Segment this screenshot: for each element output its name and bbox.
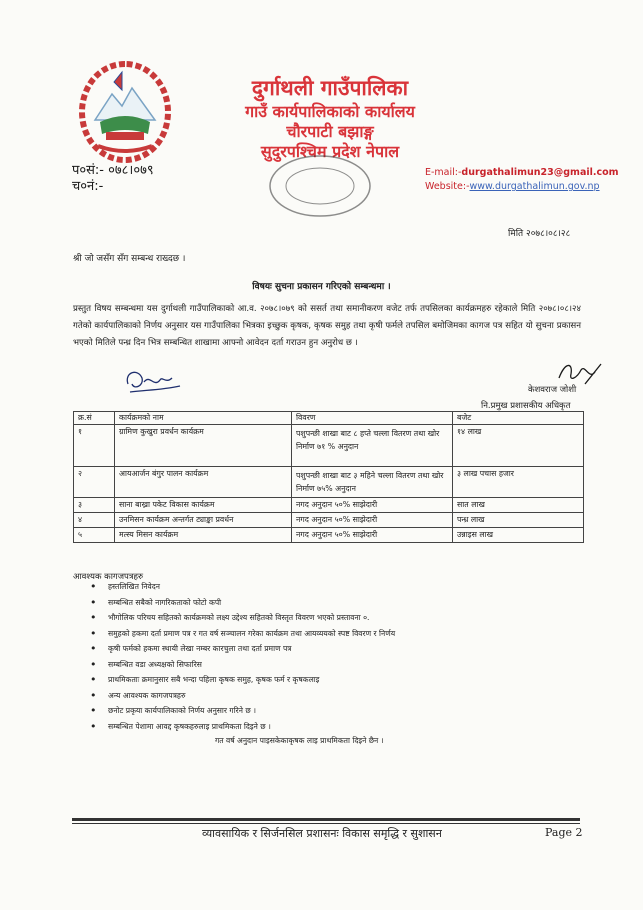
cell-description: पशुपन्छी शाखा बाट ८ हप्ते चल्ला वितरण तथा खोर निर्माण ७१ % अनुदान — [292, 425, 453, 467]
table-row — [74, 513, 584, 528]
cell-program: आयआर्जन बंगुर पालन कार्यक्रम — [115, 467, 292, 498]
cell-description: नगद अनुदान ५०% साझेदारी — [292, 498, 453, 513]
table-row — [74, 498, 584, 513]
subject-line: विषयः सुचना प्रकासन गरिएको सम्बन्धमा । — [252, 282, 391, 292]
requirements-note: गत वर्ष अनुदान पाइसकेकाकृषक लाइ प्राथमिकता दिइने छैन । — [215, 736, 384, 745]
col-header-sn: क्र.सं — [74, 412, 115, 425]
website-line — [425, 181, 600, 192]
letter-date: मिति २०७८।०८।२८ — [508, 229, 571, 239]
signer-name: केशवराज जोशी — [528, 385, 577, 395]
salutation: श्री जो जसँग सँग सम्बन्ध राख्दछ । — [73, 254, 186, 264]
nepal-emblem-icon — [70, 60, 180, 165]
cell-program: साना बाख्रा पकेट विकास कार्यक्रम — [115, 498, 292, 513]
cell-sn: ४ — [74, 513, 115, 528]
cell-budget: पन्ध्र लाख — [453, 513, 584, 528]
office-name: गाउँ कार्यपालिकाको कार्यालय — [245, 102, 415, 121]
program-table — [73, 411, 584, 543]
cell-budget: १४ लाख — [453, 425, 584, 467]
table-row — [74, 467, 584, 498]
col-header-description: विवरण — [292, 412, 453, 425]
list-item: • प्राथमिकताः क्रमानुसार सबै भन्दा पहिला कृषक समुह, कृषक फर्म र कृषकलाइ — [90, 672, 570, 688]
table-header-row — [74, 412, 584, 425]
requirements-title: आवश्यक कागजपत्रहरु — [73, 572, 144, 582]
footer-motto: व्यावसायिक र सिर्जनसिल प्रशासनः विकास समृद्धि र सुशासन — [202, 827, 442, 840]
list-item: • छनोट प्रकृया कार्यपालिकाको निर्णय अनुसार गरिने छ । — [90, 703, 570, 719]
website-link[interactable]: www.durgathalimun.gov.np — [469, 181, 600, 192]
table-row — [74, 425, 584, 467]
province-name: सुदुरपश्चिम प्रदेश नेपाल — [260, 142, 400, 161]
signer-title: नि.प्रमुख प्रशासकीय अधिकृत — [481, 401, 571, 411]
cell-description: नगद अनुदान ५०% साझेदारी — [292, 528, 453, 543]
list-item: • सम्बन्धित पेशामा आवद्द कृषकहरुलाइ प्राथमिकता दिइने छ । — [90, 719, 570, 735]
cell-description: नगद अनुदान ५०% साझेदारी — [292, 513, 453, 528]
cell-sn: २ — [74, 467, 115, 498]
list-item: • कृषी फर्मको हकमा स्थायी लेखा नम्बर कारचुला तथा दर्ता प्रमाण पत्र — [90, 641, 570, 657]
cell-sn: ५ — [74, 528, 115, 543]
website-label: Website:- — [425, 181, 470, 192]
cell-budget: उन्नाइस लाख — [453, 528, 584, 543]
cell-description: पशुपन्छी शाखा बाट ३ महिने चल्ला वितरण तथा खोर निर्माण ७५% अनुदान — [292, 467, 453, 498]
cell-budget: सात लाख — [453, 498, 584, 513]
footer-divider — [72, 823, 580, 824]
cell-program: उनमिसन कार्यक्रम अन्तर्गत ट्याङ्का प्रवर्धन — [115, 513, 292, 528]
footer-divider — [72, 818, 580, 821]
letter-body: प्रस्तुत विषय सम्बन्धमा यस दुर्गाथली गाउँपालिकाको आ.व. २०७८।०७९ को ससर्त तथा समानीकरण वजेट तर्फ तपसिलका कार्यक्रमहरु रहेकाले मिति २०७८।०८।२४ गतेको कार्यपालिकाको निर्णय अनुसार यस गाउँपालिका भित्रका इच्छुक कृषक, कृषक समुह तथा कृषी फर्मले तपसिल बमोजिमका कागज पत्र सहित यो सुचना प्रकासन भएको मितिले पन्ध्र दिन भित्र सम्बन्धित शाखामा आफ्नो आवेदन दर्ता गराउन हुन अनुरोध छ । — [73, 304, 581, 348]
cell-budget: ३ लाख पचास हजार — [453, 467, 584, 498]
municipality-name: दुर्गाथली गाउँपालिका — [251, 76, 409, 100]
col-header-program: कार्यक्रमको नाम — [115, 412, 292, 425]
dispatch-number: च०नं:- — [72, 179, 104, 194]
col-header-budget: बजेट — [453, 412, 584, 425]
reference-number: प०सं:- ०७८।०७९ — [72, 163, 154, 178]
list-item: • हस्तलिखित निवेदन — [90, 579, 570, 595]
cell-program: ग्रामिण कुखुरा प्रवर्धन कार्यक्रम — [115, 425, 292, 467]
signature-icon — [122, 366, 184, 396]
table-row — [74, 528, 584, 543]
list-item: • भौगोलिक परिचय सहितको कार्यक्रमको लक्ष्य उद्देश्य सहितको विस्तृत विवरण भएको प्रस्तावना ०. — [90, 610, 570, 626]
email-address[interactable]: durgathalimun23@gmail.com — [461, 167, 619, 178]
cell-sn: १ — [74, 425, 115, 467]
list-item: • अन्य आवश्यक कागजपत्रहरु — [90, 688, 570, 704]
list-item: • सम्बन्धित वडा अध्यक्षको सिफारिस — [90, 657, 570, 673]
cell-sn: ३ — [74, 498, 115, 513]
requirements-list — [90, 579, 570, 734]
email-line — [425, 167, 619, 178]
email-label: E-mail:- — [425, 167, 462, 178]
list-item: • सम्बन्धित सबैको नागरिकताको फोटो कपी — [90, 595, 570, 611]
page-number: Page 2 — [545, 826, 583, 839]
office-place: चौरपाटी बझाङ्ग — [286, 122, 374, 141]
office-stamp-icon — [265, 152, 375, 220]
cell-program: मत्स्य मिसन कार्यक्रम — [115, 528, 292, 543]
list-item: • समुहको हकमा दर्ता प्रमाण पत्र र गत वर्ष सञ्चालन गरेका कार्यक्रम तथा आयव्ययको स्पष्ट विवरण र निर्णय — [90, 626, 570, 642]
